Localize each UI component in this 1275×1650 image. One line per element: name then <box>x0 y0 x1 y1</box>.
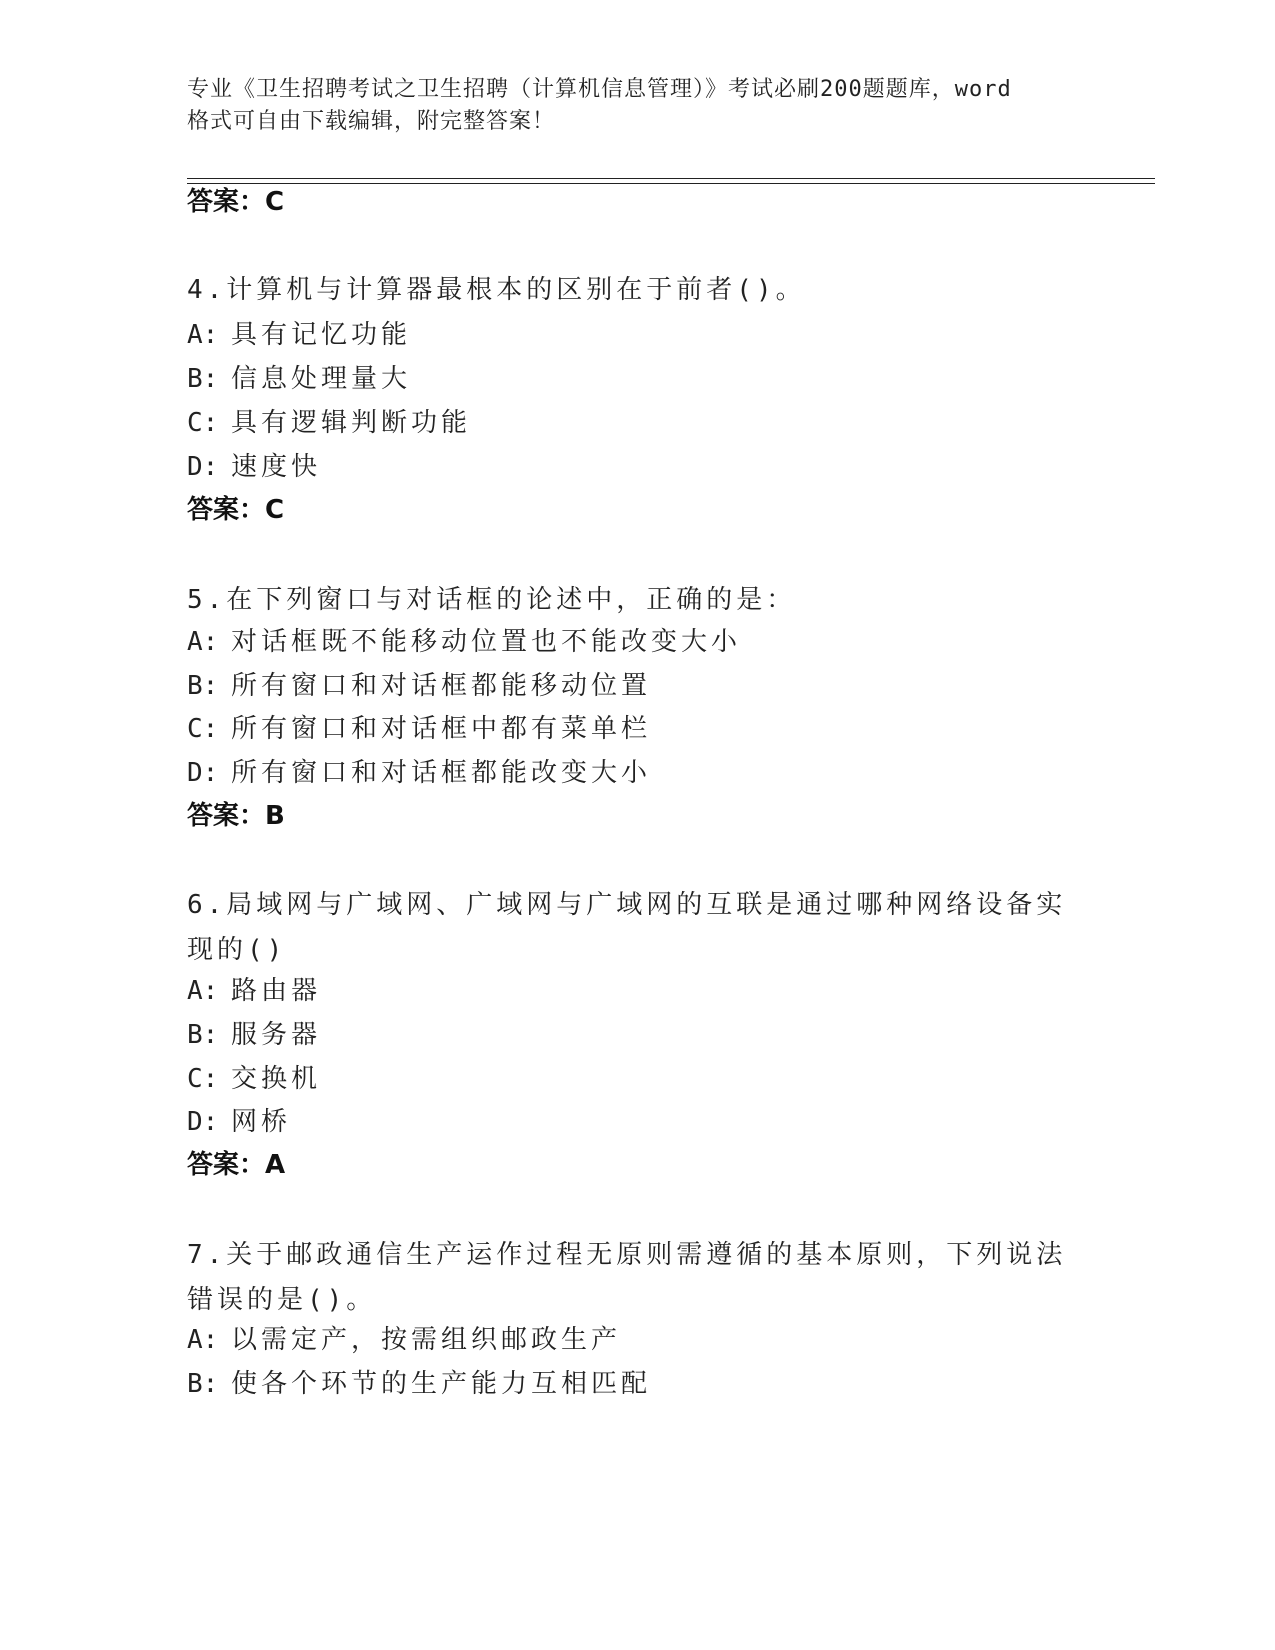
option-text: 所有窗口和对话框都能改变大小 <box>231 758 652 788</box>
question-6-text: 6.局域网与广域网、广域网与广域网的互联是通过哪种网络设备实现的() <box>187 890 1067 965</box>
option-key: C: <box>187 714 219 744</box>
question-4-option-a <box>187 318 411 352</box>
option-key: A: <box>187 976 219 1006</box>
question-7-option-a <box>187 1323 621 1357</box>
option-key: C: <box>187 408 219 438</box>
option-key: D: <box>187 1107 219 1137</box>
option-key: D: <box>187 758 219 788</box>
question-6-option-d <box>187 1105 291 1139</box>
header-line-1: 专业《卫生招聘考试之卫生招聘（计算机信息管理）》考试必刷200题题库，word <box>187 77 1012 102</box>
question-5-text: 5.在下列窗口与对话框的论述中，正确的是： <box>187 585 797 615</box>
question-6-option-a <box>187 974 321 1008</box>
option-text: 以需定产，按需组织邮政生产 <box>231 1325 622 1355</box>
option-text: 服务器 <box>231 1020 322 1050</box>
header-divider-bottom <box>187 183 1155 184</box>
option-text: 网桥 <box>231 1107 292 1137</box>
header-divider-top <box>187 178 1155 179</box>
option-key: D: <box>187 452 219 482</box>
previous-answer: 答案：C <box>187 187 285 217</box>
question-4-text: 4.计算机与计算器最根本的区别在于前者()。 <box>187 275 806 305</box>
option-text: 对话框既不能移动位置也不能改变大小 <box>231 627 742 657</box>
option-key: B: <box>187 671 219 701</box>
question-4-option-b <box>187 362 411 396</box>
document-header <box>187 74 1087 138</box>
option-text: 具有记忆功能 <box>231 320 412 350</box>
question-7-option-b <box>187 1367 651 1401</box>
option-key: C: <box>187 1064 219 1094</box>
question-5-option-c <box>187 712 651 746</box>
question-6-option-b <box>187 1018 321 1052</box>
option-key: A: <box>187 320 219 350</box>
option-key: A: <box>187 627 219 657</box>
header-line-2: 格式可自由下载编辑，附完整答案！ <box>187 109 556 134</box>
question-5-answer: 答案：B <box>187 801 285 831</box>
question-5-option-a <box>187 625 741 659</box>
question-7-text: 7.关于邮政通信生产运作过程无原则需遵循的基本原则，下列说法错误的是()。 <box>187 1240 1067 1315</box>
option-key: B: <box>187 1020 219 1050</box>
question-5-option-b <box>187 669 651 703</box>
option-text: 所有窗口和对话框都能移动位置 <box>231 671 652 701</box>
option-key: A: <box>187 1325 219 1355</box>
option-text: 使各个环节的生产能力互相匹配 <box>231 1369 652 1399</box>
option-text: 信息处理量大 <box>231 364 412 394</box>
question-6-answer: 答案：A <box>187 1150 286 1180</box>
option-text: 速度快 <box>231 452 322 482</box>
question-4-option-d <box>187 450 321 484</box>
option-key: B: <box>187 1369 219 1399</box>
question-4-answer: 答案：C <box>187 495 285 525</box>
question-6-option-c <box>187 1062 321 1096</box>
option-text: 交换机 <box>231 1064 322 1094</box>
question-4-option-c <box>187 406 471 440</box>
question-5-option-d <box>187 756 651 790</box>
option-text: 具有逻辑判断功能 <box>231 408 472 438</box>
option-text: 路由器 <box>231 976 322 1006</box>
option-key: B: <box>187 364 219 394</box>
option-text: 所有窗口和对话框中都有菜单栏 <box>231 714 652 744</box>
